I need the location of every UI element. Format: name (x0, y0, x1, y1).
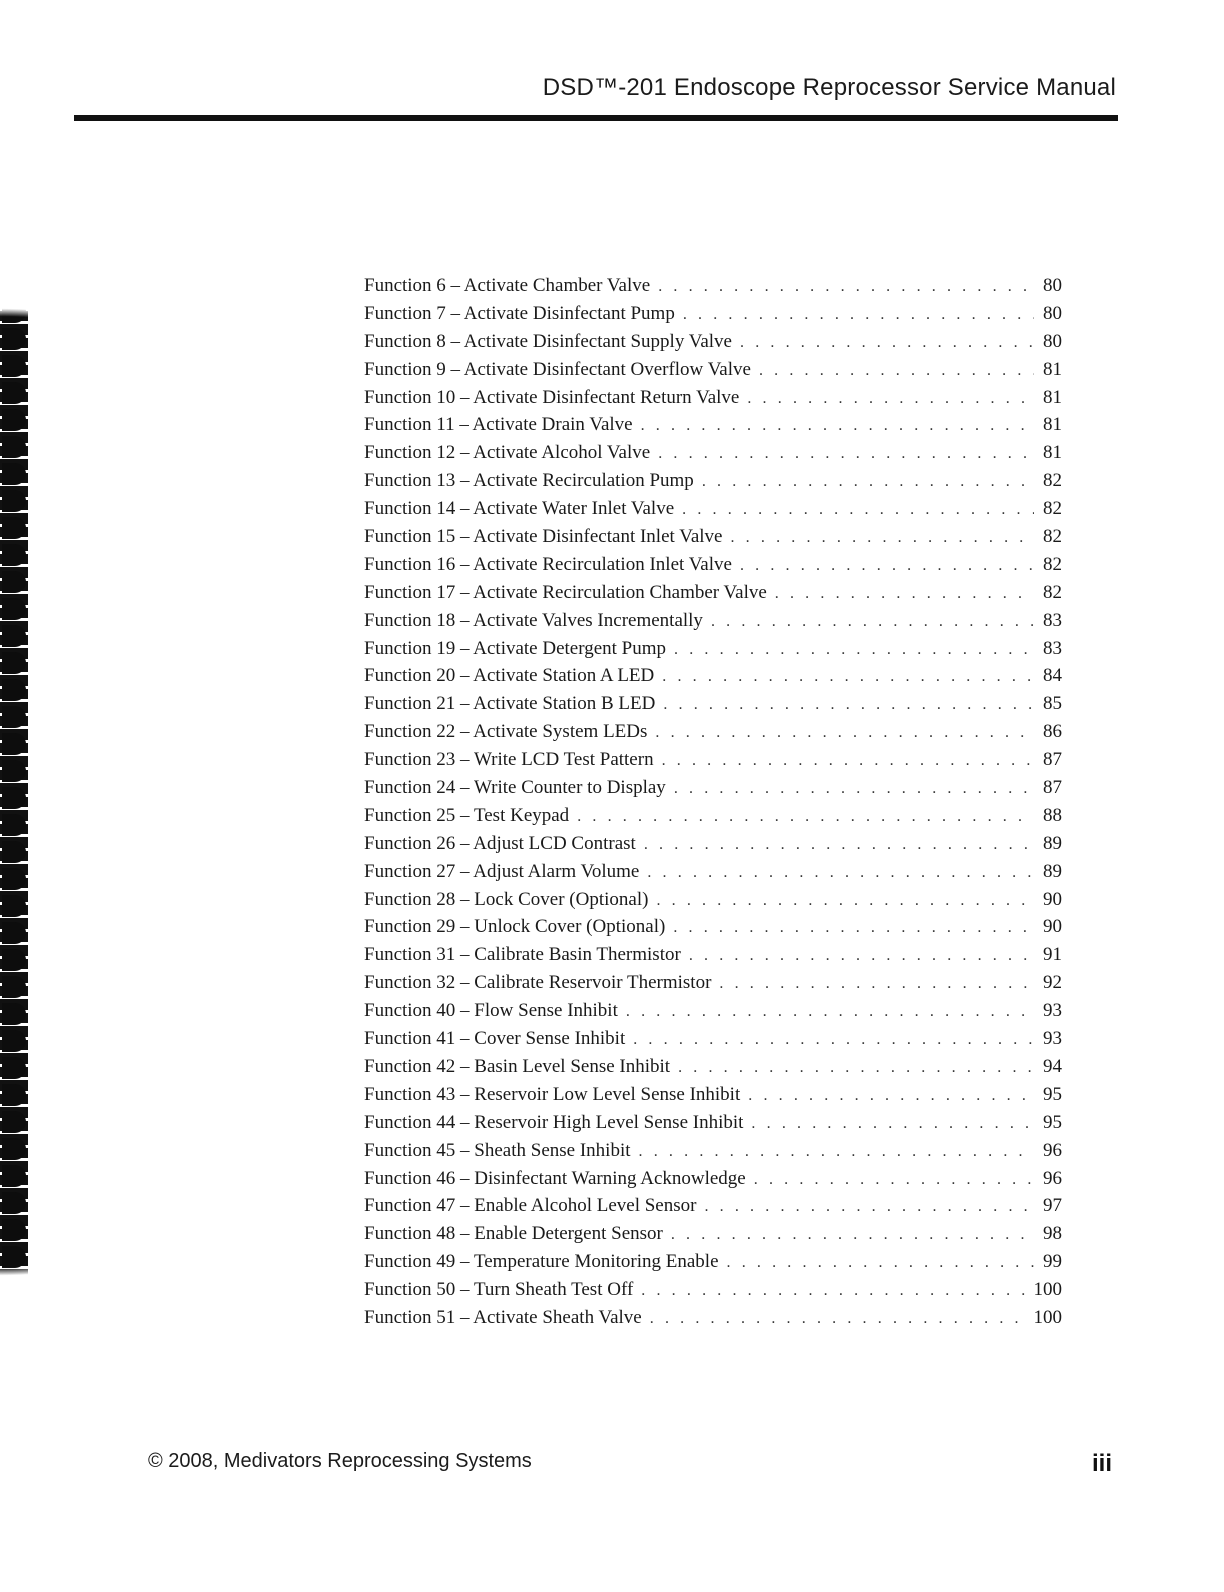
binding-coil (2, 1165, 26, 1187)
toc-dot-leader (633, 1026, 1034, 1054)
binding-coil (2, 112, 26, 134)
toc-entry-label: Function 21 – Activate Station B LED (364, 693, 656, 715)
toc-entry-page: 82 (1043, 470, 1062, 492)
toc-entry-page: 81 (1043, 442, 1062, 464)
binding-coil (2, 1219, 26, 1241)
binding-coil (2, 274, 26, 296)
toc-dot-leader (655, 719, 1034, 747)
toc-dot-leader (719, 970, 1034, 998)
toc-entry-page: 98 (1043, 1223, 1062, 1245)
binding-coil (2, 1084, 26, 1106)
toc-dot-leader (702, 468, 1034, 496)
toc-entry-page: 93 (1043, 1028, 1062, 1050)
toc-entry-label: Function 12 – Activate Alcohol Valve (364, 442, 651, 464)
header-rule (74, 115, 1118, 121)
binding-coil (2, 1246, 26, 1268)
toc-entry[interactable] (364, 1025, 1062, 1053)
toc-entry[interactable] (364, 1053, 1062, 1081)
toc-dot-leader (689, 942, 1034, 970)
toc-entry-label: Function 47 – Enable Alcohol Level Sensor (364, 1195, 697, 1217)
spiral-binding (0, 0, 28, 1584)
toc-entry[interactable] (364, 830, 1062, 858)
toc-dot-leader (658, 440, 1034, 468)
toc-dot-leader (759, 357, 1034, 385)
binding-coil (2, 733, 26, 755)
binding-coil (2, 1030, 26, 1052)
binding-coil (2, 139, 26, 161)
toc-dot-leader (682, 496, 1034, 524)
toc-entry-page: 80 (1043, 330, 1062, 352)
binding-coil (2, 625, 26, 647)
binding-coil (2, 328, 26, 350)
toc-entry[interactable] (364, 1165, 1062, 1193)
toc-entry-label: Function 18 – Activate Valves Incrementally (364, 609, 703, 631)
toc-entry-label: Function 27 – Adjust Alarm Volume (364, 860, 640, 882)
toc-entry-page: 86 (1043, 721, 1062, 743)
toc-entry[interactable] (364, 997, 1062, 1025)
toc-entry[interactable] (364, 551, 1062, 579)
toc-entry-page: 88 (1043, 804, 1062, 826)
toc-entry-page: 94 (1043, 1055, 1062, 1077)
binding-coil (2, 301, 26, 323)
toc-entry[interactable] (364, 579, 1062, 607)
binding-coil (2, 517, 26, 539)
toc-entry-label: Function 41 – Cover Sense Inhibit (364, 1028, 626, 1050)
toc-dot-leader (644, 831, 1034, 859)
toc-entry[interactable] (364, 411, 1062, 439)
binding-coil (2, 1408, 26, 1430)
toc-entry[interactable] (364, 774, 1062, 802)
binding-coil (2, 1273, 26, 1295)
toc-entry[interactable] (364, 886, 1062, 914)
toc-entry[interactable] (364, 941, 1062, 969)
toc-entry-page: 92 (1043, 972, 1062, 994)
toc-entry-label: Function 26 – Adjust LCD Contrast (364, 832, 636, 854)
toc-entry-label: Function 40 – Flow Sense Inhibit (364, 1000, 618, 1022)
toc-entry[interactable] (364, 662, 1062, 690)
binding-coil (2, 544, 26, 566)
toc-entry-label: Function 42 – Basin Level Sense Inhibit (364, 1055, 671, 1077)
toc-entry[interactable] (364, 1220, 1062, 1248)
binding-coil (2, 760, 26, 782)
toc-entry-label: Function 19 – Activate Detergent Pump (364, 637, 667, 659)
binding-coil (2, 922, 26, 944)
toc-dot-leader (751, 1110, 1034, 1138)
toc-entry-label: Function 11 – Activate Drain Valve (364, 414, 633, 436)
binding-coil (2, 4, 26, 26)
toc-entry-page: 87 (1043, 777, 1062, 799)
toc-dot-leader (650, 1305, 1028, 1333)
toc-entry-label: Function 10 – Activate Disinfectant Return Valve (364, 386, 740, 408)
binding-coil (2, 652, 26, 674)
toc-entry-label: Function 7 – Activate Disinfectant Pump (364, 302, 675, 324)
binding-coil (2, 58, 26, 80)
toc-dot-leader (662, 663, 1034, 691)
toc-entry[interactable] (364, 356, 1062, 384)
toc-entry[interactable] (364, 1137, 1062, 1165)
toc-entry-label: Function 32 – Calibrate Reservoir Thermistor (364, 972, 712, 994)
binding-coil (2, 976, 26, 998)
binding-coil (2, 1057, 26, 1079)
toc-entry-label: Function 24 – Write Counter to Display (364, 777, 666, 799)
footer-page-number: iii (1091, 1450, 1112, 1477)
binding-coil (2, 1300, 26, 1322)
toc-entry-page: 81 (1043, 414, 1062, 436)
binding-coil (2, 31, 26, 53)
toc-entry-page: 96 (1043, 1167, 1062, 1189)
binding-coil (2, 463, 26, 485)
toc-dot-leader (678, 1054, 1034, 1082)
toc-entry-page: 95 (1043, 1111, 1062, 1133)
toc-entry-label: Function 20 – Activate Station A LED (364, 665, 655, 687)
binding-coil (2, 382, 26, 404)
toc-entry-page: 80 (1043, 302, 1062, 324)
toc-entry-page: 89 (1043, 860, 1062, 882)
toc-entry[interactable] (364, 1304, 1062, 1332)
toc-dot-leader (740, 552, 1034, 580)
toc-dot-leader (704, 1193, 1034, 1221)
toc-dot-leader (641, 1277, 1027, 1305)
toc-entry-page: 84 (1043, 665, 1062, 687)
binding-coil (2, 571, 26, 593)
binding-coil (2, 1462, 26, 1484)
toc-entry-page: 97 (1043, 1195, 1062, 1217)
binding-coil (2, 679, 26, 701)
binding-coil (2, 166, 26, 188)
toc-dot-leader (626, 998, 1034, 1026)
toc-entry[interactable] (364, 328, 1062, 356)
table-of-contents (364, 272, 1062, 1332)
toc-dot-leader (683, 301, 1034, 329)
toc-entry-label: Function 45 – Sheath Sense Inhibit (364, 1139, 631, 1161)
toc-entry-label: Function 29 – Unlock Cover (Optional) (364, 916, 666, 938)
toc-entry[interactable] (364, 495, 1062, 523)
toc-entry-page: 82 (1043, 498, 1062, 520)
toc-entry[interactable] (364, 272, 1062, 300)
toc-dot-leader (730, 524, 1034, 552)
binding-coil (2, 193, 26, 215)
toc-entry-label: Function 48 – Enable Detergent Sensor (364, 1223, 663, 1245)
toc-entry[interactable] (364, 439, 1062, 467)
toc-dot-leader (662, 747, 1034, 775)
toc-entry-label: Function 9 – Activate Disinfectant Overflow Valve (364, 358, 751, 380)
binding-coil (2, 1381, 26, 1403)
binding-coil (2, 247, 26, 269)
binding-coil (2, 814, 26, 836)
toc-entry-page: 90 (1043, 916, 1062, 938)
toc-dot-leader (639, 1138, 1034, 1166)
binding-coil (2, 1489, 26, 1511)
toc-entry[interactable] (364, 607, 1062, 635)
toc-entry-page: 80 (1043, 275, 1062, 296)
binding-coil (2, 841, 26, 863)
toc-dot-leader (671, 1221, 1034, 1249)
binding-coil (2, 706, 26, 728)
toc-entry-page: 82 (1043, 526, 1062, 548)
toc-entry[interactable] (364, 1276, 1062, 1304)
toc-dot-leader (747, 385, 1034, 413)
toc-dot-leader (674, 775, 1034, 803)
toc-entry-label: Function 51 – Activate Sheath Valve (364, 1306, 642, 1328)
toc-entry-page: 89 (1043, 832, 1062, 854)
toc-entry[interactable] (364, 690, 1062, 718)
toc-entry[interactable] (364, 1081, 1062, 1109)
toc-entry-label: Function 13 – Activate Recirculation Pump (364, 470, 694, 492)
toc-entry-label: Function 28 – Lock Cover (Optional) (364, 888, 649, 910)
toc-dot-leader (748, 1082, 1034, 1110)
toc-entry-page: 81 (1043, 386, 1062, 408)
binding-coil (2, 1003, 26, 1025)
toc-entry-page: 82 (1043, 553, 1062, 575)
toc-dot-leader (775, 580, 1034, 608)
page-header-title: DSD™-201 Endoscope Reprocessor Service Manual (542, 74, 1116, 101)
toc-entry[interactable] (364, 467, 1062, 495)
toc-entry[interactable] (364, 969, 1062, 997)
toc-entry-label: Function 16 – Activate Recirculation Inlet Valve (364, 553, 732, 575)
binding-coil (2, 355, 26, 377)
toc-entry-label: Function 8 – Activate Disinfectant Supply Valve (364, 330, 732, 352)
toc-entry[interactable] (364, 858, 1062, 886)
toc-dot-leader (740, 329, 1034, 357)
binding-coil (2, 1327, 26, 1349)
binding-coil (2, 598, 26, 620)
toc-entry-page: 93 (1043, 1000, 1062, 1022)
toc-entry-page: 90 (1043, 888, 1062, 910)
toc-entry-label: Function 25 – Test Keypad (364, 804, 570, 826)
toc-entry[interactable] (364, 802, 1062, 830)
toc-entry-page: 87 (1043, 749, 1062, 771)
toc-dot-leader (663, 691, 1034, 719)
toc-entry[interactable] (364, 1109, 1062, 1137)
toc-entry-label: Function 23 – Write LCD Test Pattern (364, 749, 654, 771)
toc-dot-leader (656, 887, 1034, 915)
toc-entry-page: 83 (1043, 609, 1062, 631)
binding-coil (2, 1570, 26, 1592)
toc-entry-page: 96 (1043, 1139, 1062, 1161)
toc-dot-leader (647, 859, 1034, 887)
toc-dot-leader (641, 412, 1034, 440)
toc-entry-page: 83 (1043, 637, 1062, 659)
toc-entry[interactable] (364, 523, 1062, 551)
toc-dot-leader (711, 608, 1034, 636)
toc-entry-label: Function 43 – Reservoir Low Level Sense Inhibit (364, 1083, 741, 1105)
toc-entry[interactable] (364, 718, 1062, 746)
binding-coil (2, 895, 26, 917)
toc-entry-page: 100 (1033, 1279, 1062, 1301)
toc-dot-leader (658, 273, 1034, 301)
toc-entry-label: Function 31 – Calibrate Basin Thermistor (364, 944, 681, 966)
binding-coil (2, 1543, 26, 1565)
binding-coil (2, 1516, 26, 1538)
binding-coil (2, 949, 26, 971)
binding-coil (2, 1354, 26, 1376)
toc-entry[interactable] (364, 384, 1062, 412)
toc-entry[interactable] (364, 913, 1062, 941)
binding-coil (2, 787, 26, 809)
binding-coil (2, 1435, 26, 1457)
toc-entry-label: Function 17 – Activate Recirculation Chamber Valve (364, 581, 767, 603)
binding-coil (2, 1192, 26, 1214)
toc-entry-label: Function 14 – Activate Water Inlet Valve (364, 498, 675, 520)
binding-coil (2, 1111, 26, 1133)
toc-entry[interactable] (364, 635, 1062, 663)
toc-entry-page: 99 (1043, 1251, 1062, 1273)
toc-entry-page: 95 (1043, 1083, 1062, 1105)
toc-entry[interactable] (364, 300, 1062, 328)
toc-entry-label: Function 6 – Activate Chamber Valve (364, 275, 651, 296)
toc-entry[interactable] (364, 1192, 1062, 1220)
toc-entry-label: Function 49 – Temperature Monitoring Enable (364, 1251, 719, 1273)
toc-dot-leader (674, 636, 1034, 664)
binding-coil (2, 490, 26, 512)
binding-coil (2, 436, 26, 458)
toc-entry-page: 82 (1043, 581, 1062, 603)
binding-coil (2, 220, 26, 242)
toc-entry-page: 100 (1033, 1306, 1062, 1328)
toc-dot-leader (754, 1166, 1034, 1194)
toc-entry[interactable] (364, 746, 1062, 774)
toc-entry-label: Function 50 – Turn Sheath Test Off (364, 1279, 634, 1301)
toc-entry-page: 91 (1043, 944, 1062, 966)
toc-dot-leader (673, 914, 1034, 942)
toc-dot-leader (727, 1249, 1035, 1277)
binding-coil (2, 409, 26, 431)
binding-coil (2, 868, 26, 890)
toc-entry[interactable] (364, 1248, 1062, 1276)
toc-entry-page: 81 (1043, 358, 1062, 380)
binding-coil (2, 85, 26, 107)
footer-copyright: © 2008, Medivators Reprocessing Systems (148, 1450, 532, 1472)
toc-entry-page: 85 (1043, 693, 1062, 715)
toc-dot-leader (577, 803, 1034, 831)
toc-entry-label: Function 15 – Activate Disinfectant Inlet Valve (364, 526, 723, 548)
toc-entry-label: Function 22 – Activate System LEDs (364, 721, 648, 743)
binding-coil (2, 1138, 26, 1160)
toc-entry-label: Function 44 – Reservoir High Level Sense Inhibit (364, 1111, 744, 1133)
toc-entry-label: Function 46 – Disinfectant Warning Acknowledge (364, 1167, 746, 1189)
